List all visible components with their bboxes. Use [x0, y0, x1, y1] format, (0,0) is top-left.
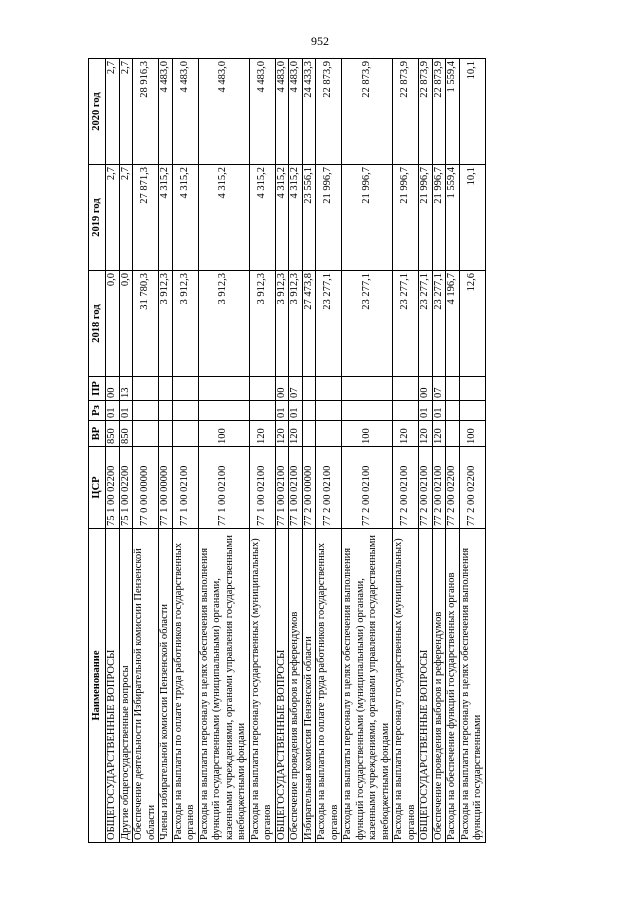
cell-name: Члены избирательной комиссии Пензенской области	[159, 529, 173, 843]
cell-2020: 22 873,9	[342, 59, 393, 165]
cell-name: ОБЩЕГОСУДАРСТВЕННЫЕ ВОПРОСЫ	[275, 529, 289, 843]
cell-vr: 850	[119, 421, 133, 447]
cell-rz: 01	[106, 401, 120, 421]
budget-table	[88, 58, 486, 843]
cell-2019: 21 996,7	[393, 165, 419, 271]
cell-rz	[342, 401, 393, 421]
cell-csr: 77 1 00 02100	[172, 447, 198, 529]
cell-2019: 27 871,3	[133, 165, 159, 271]
cell-vr: 100	[198, 421, 249, 447]
cell-pr	[446, 377, 460, 401]
table-row	[159, 59, 173, 843]
cell-csr: 77 2 00 02100	[432, 447, 446, 529]
cell-name: Расходы на выплаты персоналу государственных (муниципальных) органов	[249, 529, 275, 843]
cell-csr: 77 2 00 00000	[302, 447, 316, 529]
cell-rz	[249, 401, 275, 421]
cell-rz: 01	[419, 401, 433, 421]
cell-2020: 24 433,3	[302, 59, 316, 165]
cell-2019: 23 556,1	[302, 165, 316, 271]
header-2019: 2019 год	[89, 165, 106, 271]
cell-name: Обеспечение проведения выборов и референдумов	[432, 529, 446, 843]
table-row	[249, 59, 275, 843]
rotated-table-frame	[88, 58, 585, 843]
table-row	[106, 59, 120, 843]
cell-2018: 3 912,3	[198, 271, 249, 377]
cell-pr	[342, 377, 393, 401]
cell-pr: 00	[419, 377, 433, 401]
cell-2018: 0,0	[119, 271, 133, 377]
cell-2018: 3 912,3	[289, 271, 303, 377]
cell-pr	[249, 377, 275, 401]
cell-2019: 10,1	[459, 165, 485, 271]
cell-2018: 0,0	[106, 271, 120, 377]
cell-csr: 77 2 00 02100	[393, 447, 419, 529]
cell-name: Расходы на выплаты персоналу в целях обеспечения выполнения функций государственными	[459, 529, 485, 843]
header-2020: 2020 год	[89, 59, 106, 165]
cell-pr	[316, 377, 342, 401]
cell-name: Расходы на обеспечение функций государственных органов	[446, 529, 460, 843]
table-row	[289, 59, 303, 843]
table-row	[419, 59, 433, 843]
cell-rz	[159, 401, 173, 421]
cell-csr: 77 1 00 02100	[198, 447, 249, 529]
cell-pr	[133, 377, 159, 401]
cell-pr	[172, 377, 198, 401]
cell-vr	[172, 421, 198, 447]
table-row	[198, 59, 249, 843]
table-body	[106, 59, 486, 843]
cell-2019: 4 315,2	[289, 165, 303, 271]
cell-2020: 1 559,4	[446, 59, 460, 165]
cell-2020: 22 873,9	[316, 59, 342, 165]
cell-2019: 21 996,7	[432, 165, 446, 271]
cell-csr: 75 1 00 02200	[119, 447, 133, 529]
cell-2018: 23 277,1	[419, 271, 433, 377]
cell-name: Обеспечение деятельности Избирательной комиссии Пензенской области	[133, 529, 159, 843]
cell-pr: 07	[289, 377, 303, 401]
cell-rz: 01	[432, 401, 446, 421]
cell-csr: 77 0 00 00000	[133, 447, 159, 529]
cell-vr	[302, 421, 316, 447]
cell-2019: 4 315,2	[198, 165, 249, 271]
cell-rz	[393, 401, 419, 421]
cell-vr: 100	[459, 421, 485, 447]
cell-2019: 21 996,7	[342, 165, 393, 271]
cell-vr: 120	[275, 421, 289, 447]
cell-2018: 23 277,1	[393, 271, 419, 377]
cell-2019: 4 315,2	[172, 165, 198, 271]
cell-2020: 4 483,0	[289, 59, 303, 165]
cell-vr	[159, 421, 173, 447]
cell-name: Другие общегосударственные вопросы	[119, 529, 133, 843]
cell-csr: 77 1 00 02100	[249, 447, 275, 529]
cell-rz	[302, 401, 316, 421]
header-vr: ВР	[89, 421, 106, 447]
table-row	[316, 59, 342, 843]
cell-vr	[133, 421, 159, 447]
cell-2018: 31 780,3	[133, 271, 159, 377]
cell-2019: 4 315,2	[159, 165, 173, 271]
cell-rz	[198, 401, 249, 421]
header-pr: ПР	[89, 377, 106, 401]
cell-2019: 21 996,7	[419, 165, 433, 271]
cell-pr: 00	[275, 377, 289, 401]
table-row	[432, 59, 446, 843]
cell-name: Расходы на выплаты персоналу государственных (муниципальных) органов	[393, 529, 419, 843]
cell-2020: 2,7	[106, 59, 120, 165]
cell-vr: 100	[342, 421, 393, 447]
cell-name: ОБЩЕГОСУДАРСТВЕННЫЕ ВОПРОСЫ	[106, 529, 120, 843]
cell-2020: 4 483,0	[275, 59, 289, 165]
cell-pr: 00	[106, 377, 120, 401]
cell-pr	[302, 377, 316, 401]
cell-2019: 2,7	[119, 165, 133, 271]
cell-vr: 850	[106, 421, 120, 447]
table-row	[119, 59, 133, 843]
cell-2020: 22 873,9	[419, 59, 433, 165]
cell-vr: 120	[432, 421, 446, 447]
cell-2020: 10,1	[459, 59, 485, 165]
cell-csr: 77 2 00 02100	[419, 447, 433, 529]
cell-vr: 120	[419, 421, 433, 447]
cell-2020: 22 873,9	[393, 59, 419, 165]
cell-vr: 120	[289, 421, 303, 447]
cell-vr	[316, 421, 342, 447]
cell-pr	[159, 377, 173, 401]
table-row	[302, 59, 316, 843]
cell-pr	[393, 377, 419, 401]
cell-csr: 77 1 00 02100	[275, 447, 289, 529]
header-2018: 2018 год	[89, 271, 106, 377]
cell-pr: 13	[119, 377, 133, 401]
cell-2018: 3 912,3	[249, 271, 275, 377]
header-rz: Рз	[89, 401, 106, 421]
cell-2018: 23 277,1	[316, 271, 342, 377]
cell-rz	[446, 401, 460, 421]
cell-2020: 4 483,0	[172, 59, 198, 165]
table-container	[88, 58, 585, 843]
table-row	[459, 59, 485, 843]
cell-rz	[459, 401, 485, 421]
cell-2018: 3 912,3	[275, 271, 289, 377]
cell-vr: 120	[249, 421, 275, 447]
cell-2019: 21 996,7	[316, 165, 342, 271]
cell-pr: 07	[432, 377, 446, 401]
cell-2018: 3 912,3	[172, 271, 198, 377]
cell-vr: 120	[393, 421, 419, 447]
cell-csr: 77 2 00 02100	[316, 447, 342, 529]
cell-2018: 12,6	[459, 271, 485, 377]
cell-rz	[133, 401, 159, 421]
cell-2019: 4 315,2	[249, 165, 275, 271]
cell-2020: 22 873,9	[432, 59, 446, 165]
page-number: 952	[311, 34, 329, 48]
cell-2019: 1 559,4	[446, 165, 460, 271]
cell-name: Избирательная комиссия Пензенской области	[302, 529, 316, 843]
cell-2020: 4 483,0	[249, 59, 275, 165]
cell-2019: 2,7	[106, 165, 120, 271]
cell-rz: 01	[119, 401, 133, 421]
cell-name: Расходы на выплаты персоналу в целях обеспечения выполнения функций государственными (муниципальными) органами, казенными учреждениями, органами управления государственными внебюджетными фондами	[342, 529, 393, 843]
cell-2018: 27 473,8	[302, 271, 316, 377]
cell-csr: 77 2 00 02200	[459, 447, 485, 529]
cell-csr: 77 1 00 02100	[289, 447, 303, 529]
cell-2018: 23 277,1	[432, 271, 446, 377]
cell-rz: 01	[289, 401, 303, 421]
table-row	[446, 59, 460, 843]
cell-csr: 77 2 00 02100	[342, 447, 393, 529]
table-row	[172, 59, 198, 843]
cell-csr: 77 2 00 02200	[446, 447, 460, 529]
cell-rz	[172, 401, 198, 421]
cell-2019: 4 315,2	[275, 165, 289, 271]
table-row	[133, 59, 159, 843]
cell-name: Обеспечение проведения выборов и референдумов	[289, 529, 303, 843]
header-name: Наименование	[89, 529, 106, 843]
cell-2018: 23 277,1	[342, 271, 393, 377]
cell-2020: 2,7	[119, 59, 133, 165]
cell-name: Расходы на выплаты по оплате труда работников государственных органов	[316, 529, 342, 843]
cell-vr	[446, 421, 460, 447]
cell-csr: 77 1 00 00000	[159, 447, 173, 529]
cell-2018: 4 196,7	[446, 271, 460, 377]
table-row	[342, 59, 393, 843]
cell-2018: 3 912,3	[159, 271, 173, 377]
cell-csr: 75 1 00 02200	[106, 447, 120, 529]
cell-2020: 4 483,0	[159, 59, 173, 165]
cell-2020: 4 483,0	[198, 59, 249, 165]
cell-rz: 01	[275, 401, 289, 421]
cell-name: ОБЩЕГОСУДАРСТВЕННЫЕ ВОПРОСЫ	[419, 529, 433, 843]
cell-pr	[198, 377, 249, 401]
header-csr: ЦСР	[89, 447, 106, 529]
cell-rz	[316, 401, 342, 421]
cell-pr	[459, 377, 485, 401]
cell-name: Расходы на выплаты персоналу в целях обеспечения выполнения функций государственными (муниципальными) органами, казенными учреждениями, органами управления государственными внебюджетными фондами	[198, 529, 249, 843]
table-row	[393, 59, 419, 843]
table-row	[275, 59, 289, 843]
table-header-row	[89, 59, 106, 843]
cell-name: Расходы на выплаты по оплате труда работников государственных органов	[172, 529, 198, 843]
cell-2020: 28 916,3	[133, 59, 159, 165]
